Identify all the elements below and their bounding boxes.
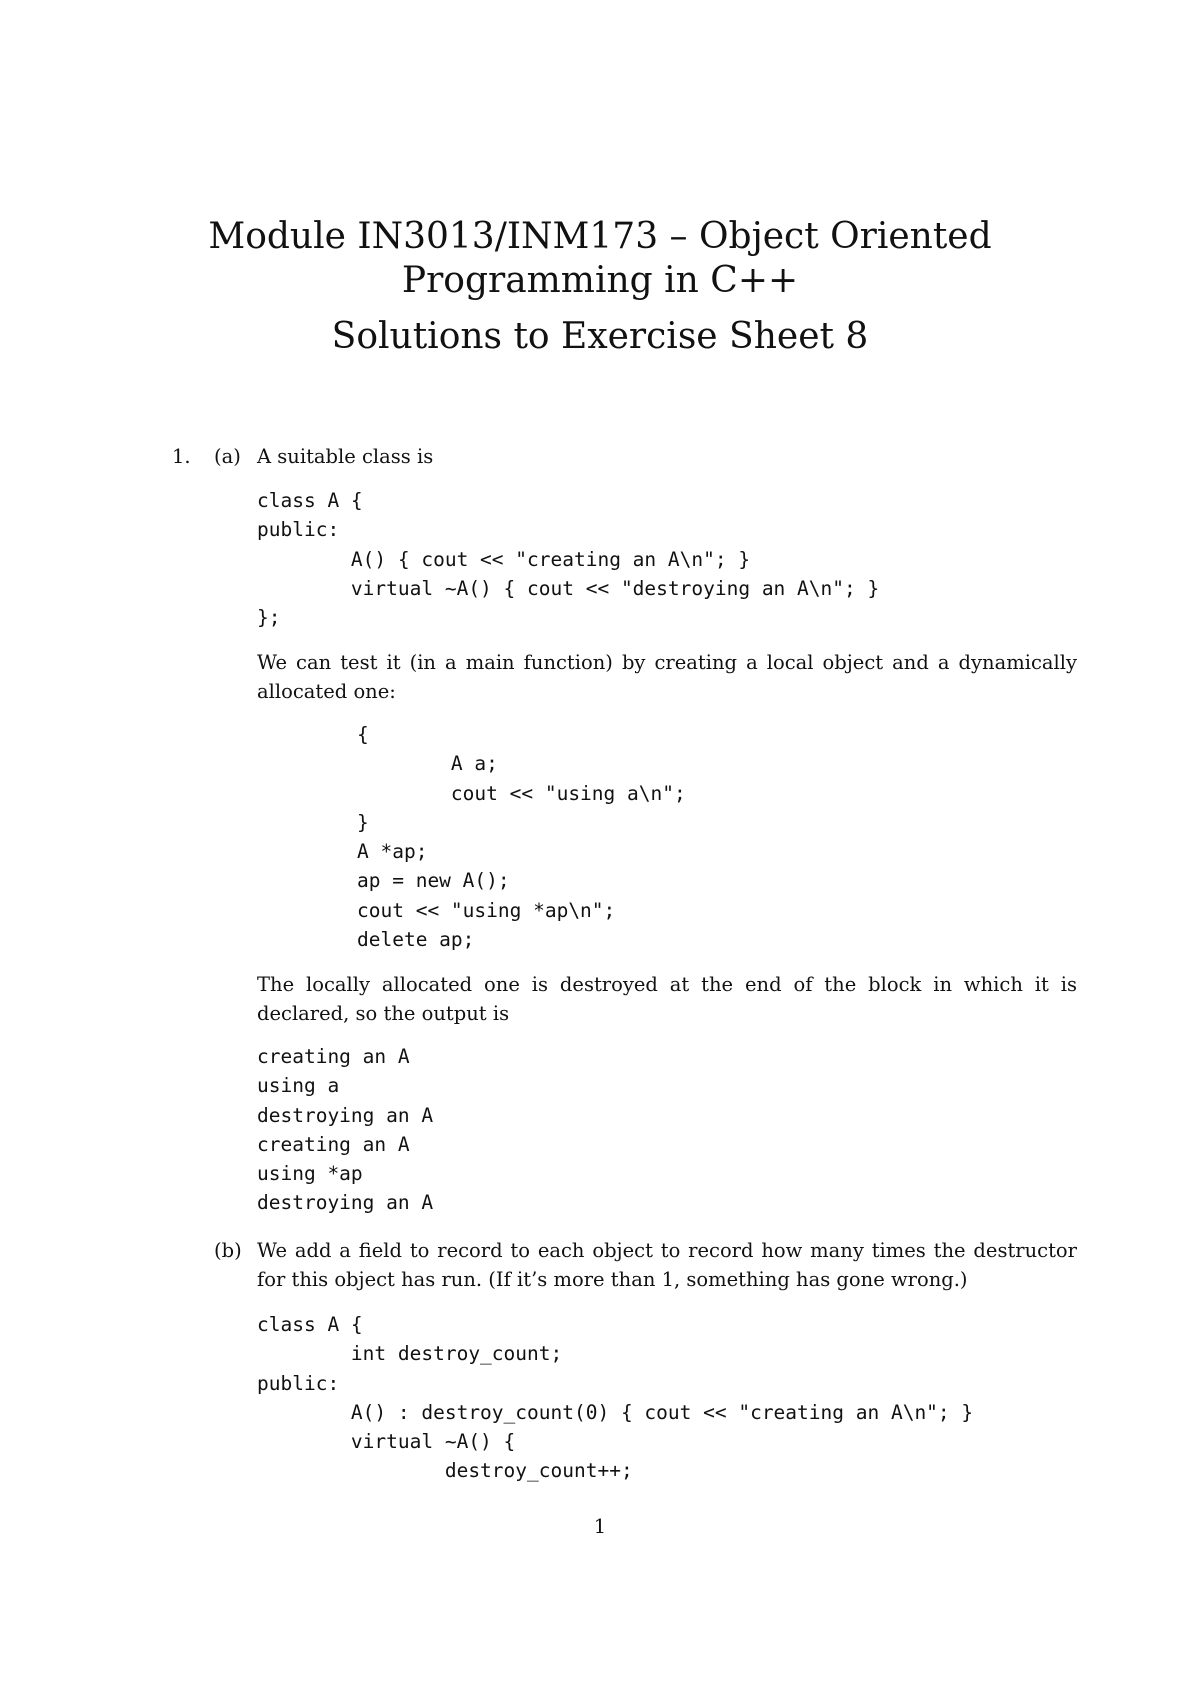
- paragraph-line: We can test it (in a main function) by creating a local object and a dynamically: [257, 651, 1077, 674]
- paragraph-part-b: [257, 1236, 1077, 1294]
- part-a-intro: A suitable class is: [257, 445, 434, 468]
- part-a-label: (a): [214, 445, 241, 468]
- document-title-line-2: Programming in C++: [401, 260, 799, 301]
- paragraph-output-description: [257, 970, 1077, 1028]
- paragraph-line: We add a field to record to each object to record how many times the destructor: [257, 1239, 1077, 1262]
- question-number: 1.: [172, 445, 191, 468]
- paragraph-line: declared, so the output is: [257, 1002, 510, 1025]
- code-block-class-a: class A { public: A() { cout << "creating an A\n"; } virtual ~A() { cout << "destroying an A\n"; } };: [257, 489, 880, 630]
- paragraph-test-description: [257, 648, 1077, 706]
- page-number: 1: [593, 1515, 607, 1538]
- code-block-output: creating an A using a destroying an A creating an A using *ap destroying an A: [257, 1045, 434, 1215]
- part-b-label: (b): [214, 1239, 242, 1262]
- document-subtitle: Solutions to Exercise Sheet 8: [331, 316, 869, 357]
- code-block-test: { A a; cout << "using a\n"; } A *ap; ap = new A(); cout << "using *ap\n"; delete ap;: [357, 723, 686, 952]
- paragraph-line: allocated one:: [257, 680, 396, 703]
- paragraph-line: The locally allocated one is destroyed at the end of the block in which it is: [257, 973, 1077, 996]
- document-title-line-1: Module IN3013/INM173 – Object Oriented: [208, 216, 992, 257]
- code-block-part-b: class A { int destroy_count; public: A() : destroy_count(0) { cout << "creating an A\n"; } virtual ~A() { destroy_count++;: [257, 1313, 974, 1483]
- paragraph-line: for this object has run. (If it’s more than 1, something has gone wrong.): [257, 1268, 968, 1291]
